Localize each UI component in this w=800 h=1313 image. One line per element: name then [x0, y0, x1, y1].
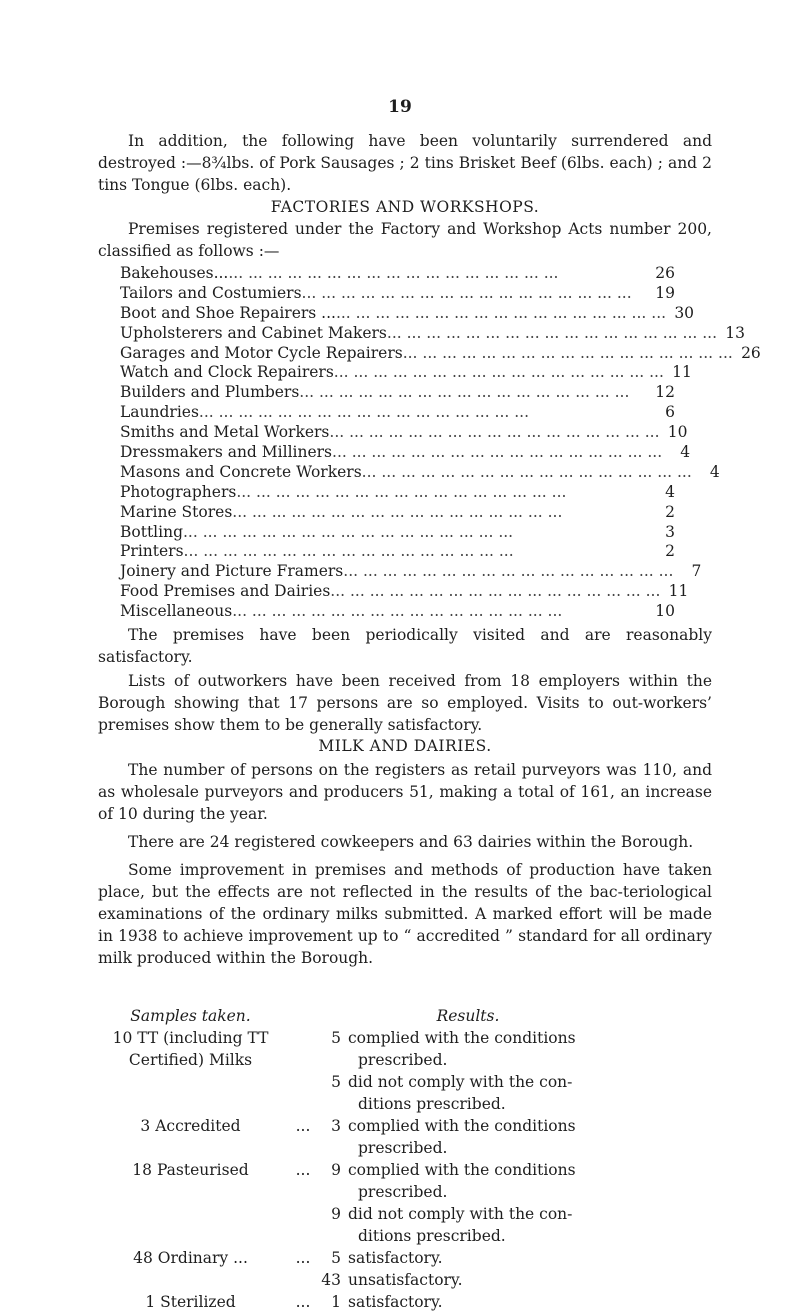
table-row	[120, 303, 695, 324]
leader-dots: ... ... ... ... ... ... ... ... ... ... ... ... ... ... ... ... ...	[299, 383, 630, 402]
row-count: 7	[691, 562, 702, 581]
result-text: unsatisfactory.	[348, 1271, 463, 1289]
result-count: 3	[331, 1117, 341, 1135]
result-count: 5	[331, 1249, 341, 1267]
leader-dots: ... ... ... ... ... ... ... ... ... ... ... ... ... ... ... ... ...	[333, 363, 664, 382]
surrendered-text: In addition, the following have been voluntarily surrendered and destroyed :—8¾lbs. of Pork Sausages ; 2 tins Brisket Beef (6lbs. each) ; and 2 tins Tongue (6lbs. each).	[98, 132, 712, 194]
row-count: 4	[709, 462, 720, 481]
row-count: 10	[667, 423, 688, 442]
result-count: 5	[331, 1073, 341, 1091]
result-text: complied with the conditions prescribed.	[348, 1029, 576, 1069]
result-text: satisfactory.	[348, 1249, 443, 1267]
leader-dots: ... ... ... ... ... ... ... ... ... ... ... ... ... ... ... ... ...	[330, 582, 661, 601]
leader-dots: ... ... ... ... ... ... ... ... ... ... ... ... ... ... ... ... ...	[228, 264, 559, 282]
row-count: 19	[655, 283, 675, 302]
factories-intro: Premises registered under the Factory and Workshop Acts number 200, classified as follows :—	[98, 220, 712, 260]
sample-label: 1 Sterilized	[145, 1293, 236, 1311]
leader-dots: ...	[295, 1249, 311, 1267]
leader-dots: ...	[295, 1117, 311, 1135]
row-label: Boot and Shoe Repairers ...	[120, 303, 336, 322]
result-count: 5	[331, 1029, 341, 1047]
row-label: Smiths and Metal Workers	[120, 423, 330, 442]
result-text: complied with the conditions prescribed.	[348, 1161, 576, 1201]
leader-dots: ... ... ... ... ... ... ... ... ... ... ... ... ... ... ... ... ...	[232, 502, 563, 521]
row-count: 6	[665, 403, 675, 422]
leader-dots: ... ... ... ... ... ... ... ... ... ... ... ... ... ... ... ... ...	[386, 323, 717, 342]
table-row	[120, 284, 675, 304]
milk-heading: MILK AND DAIRIES.	[318, 737, 492, 755]
premises-visited-text: The premises have been periodically visited and are reasonably satisfactory.	[98, 626, 712, 667]
table-row	[120, 264, 675, 284]
result-text: complied with the conditions prescribed.	[348, 1117, 576, 1157]
leader-dots: ... ... ... ... ... ... ... ... ... ... ... ... ... ... ... ... ...	[232, 602, 563, 621]
table-row	[120, 443, 691, 463]
table-row	[120, 503, 675, 523]
row-count: 26	[655, 264, 675, 282]
row-label: Marine Stores	[120, 502, 233, 521]
result-count: 9	[331, 1205, 341, 1223]
row-label: Laundries	[120, 403, 199, 422]
row-count: 4	[680, 443, 691, 462]
leader-dots: ... ... ... ... ... ... ... ... ... ... ... ... ... ... ... ... ...	[329, 423, 660, 442]
table-row	[120, 523, 675, 543]
leader-dots: ... ... ... ... ... ... ... ... ... ... ... ... ... ... ... ... ...	[183, 522, 514, 541]
row-label: Watch and Clock Repairers	[120, 363, 334, 382]
factories-heading: FACTORIES AND WORKSHOPS.	[270, 198, 540, 216]
row-count: 4	[665, 482, 675, 501]
row-label: Miscellaneous	[120, 602, 233, 621]
row-label: Dressmakers and Milliners	[120, 443, 333, 462]
row-count: 2	[665, 502, 675, 521]
row-label: Photographers	[120, 482, 237, 501]
intro-paragraph	[98, 130, 712, 196]
row-count: 10	[655, 602, 675, 621]
page-number: 19	[388, 97, 412, 117]
leader-dots: ... ... ... ... ... ... ... ... ... ... ... ... ... ... ... ... ...	[335, 303, 667, 322]
leader-dots: ... ... ... ... ... ... ... ... ... ... ... ... ... ... ... ... ...	[198, 403, 530, 422]
table-row	[120, 602, 675, 622]
table-row	[120, 462, 720, 483]
table-row	[120, 363, 692, 383]
milk-section	[98, 735, 712, 969]
sample-label: 3 Accredited	[140, 1117, 241, 1135]
table-row	[120, 423, 688, 443]
sample-label: 10 TT (including TT Certified) Milks	[112, 1029, 269, 1069]
leader-dots: ... ... ... ... ... ... ... ... ... ... ... ... ... ... ... ... ...	[183, 542, 514, 561]
results-header: Results.	[436, 1007, 500, 1025]
leader-dots: ...	[295, 1293, 311, 1311]
row-label: Upholsterers and Cabinet Makers	[120, 323, 387, 342]
table-row	[120, 323, 745, 344]
sample-label: 18 Pasteurised	[132, 1161, 249, 1179]
row-label: Builders and Plumbers	[120, 383, 300, 402]
leader-dots: ... ... ... ... ... ... ... ... ... ... ... ... ... ... ... ... ...	[301, 283, 632, 302]
row-label: Printers	[120, 542, 184, 561]
row-count: 26	[741, 343, 761, 362]
row-count: 13	[725, 323, 745, 342]
leader-dots: ... ... ... ... ... ... ... ... ... ... ... ... ... ... ... ... ...	[332, 443, 663, 462]
row-label: Masons and Concrete Workers	[120, 462, 362, 481]
row-label: Tailors and Costumiers	[120, 283, 302, 302]
result-text: did not comply with the con- ditions prescribed.	[348, 1205, 573, 1245]
row-count: 30	[674, 303, 695, 322]
row-label: Garages and Motor Cycle Repairers	[120, 343, 403, 362]
leader-dots: ... ... ... ... ... ... ... ... ... ... ... ... ... ... ... ... ...	[361, 462, 692, 481]
table-row	[120, 343, 761, 364]
row-label: Bakehouses...	[120, 264, 229, 282]
row-count: 11	[668, 582, 689, 601]
result-count: 9	[331, 1161, 341, 1179]
factories-section	[98, 196, 761, 736]
result-text: satisfactory.	[348, 1293, 443, 1311]
cowkeepers-text: There are 24 registered cowkeepers and 63 dairies within the Borough.	[128, 833, 694, 851]
row-count: 11	[672, 363, 692, 382]
row-count: 3	[665, 522, 675, 541]
purveyors-text: The number of persons on the registers as retail purveyors was 110, and as wholesale purveyors and producers 51, making a total of 161, an increase of 10 during the year.	[98, 761, 712, 823]
row-label: Bottling	[120, 522, 183, 541]
table-row	[120, 403, 675, 423]
table-row	[120, 562, 702, 582]
result-count: 43	[321, 1271, 341, 1289]
row-label: Joinery and Picture Framers	[120, 562, 344, 581]
samples-header: Samples taken.	[130, 1007, 251, 1025]
table-row	[120, 582, 689, 602]
table-row	[120, 542, 675, 562]
result-text: did not comply with the con- ditions prescribed.	[348, 1073, 573, 1113]
leader-dots: ... ... ... ... ... ... ... ... ... ... ... ... ... ... ... ... ...	[343, 562, 674, 581]
outworkers-text: Lists of outworkers have been received from 18 employers within the Borough showing that 17 persons are so employed. Visits to out-workers’ premises show them to be generally satisfactory.	[98, 672, 712, 735]
leader-dots: ...	[295, 1161, 311, 1179]
premises-table	[120, 264, 761, 622]
table-row	[120, 383, 675, 403]
row-label: Food Premises and Dairies	[120, 582, 331, 601]
sample-label: 48 Ordinary ...	[133, 1249, 248, 1267]
improvement-text: Some improvement in premises and methods of production have taken place, but the effects are not reflected in the results of the bac-teriological examinations of the ordinary milks submitted. A marked effort will be made in 1938 to achieve improvement up to “ accredited ” standard for all ordinary milk produced within the Borough.	[98, 861, 712, 967]
row-count: 2	[665, 542, 675, 561]
table-row	[120, 483, 675, 503]
row-count: 12	[655, 383, 675, 402]
result-count: 1	[331, 1293, 341, 1311]
leader-dots: ... ... ... ... ... ... ... ... ... ... ... ... ... ... ... ... ...	[402, 343, 733, 362]
leader-dots: ... ... ... ... ... ... ... ... ... ... ... ... ... ... ... ... ...	[236, 482, 567, 501]
